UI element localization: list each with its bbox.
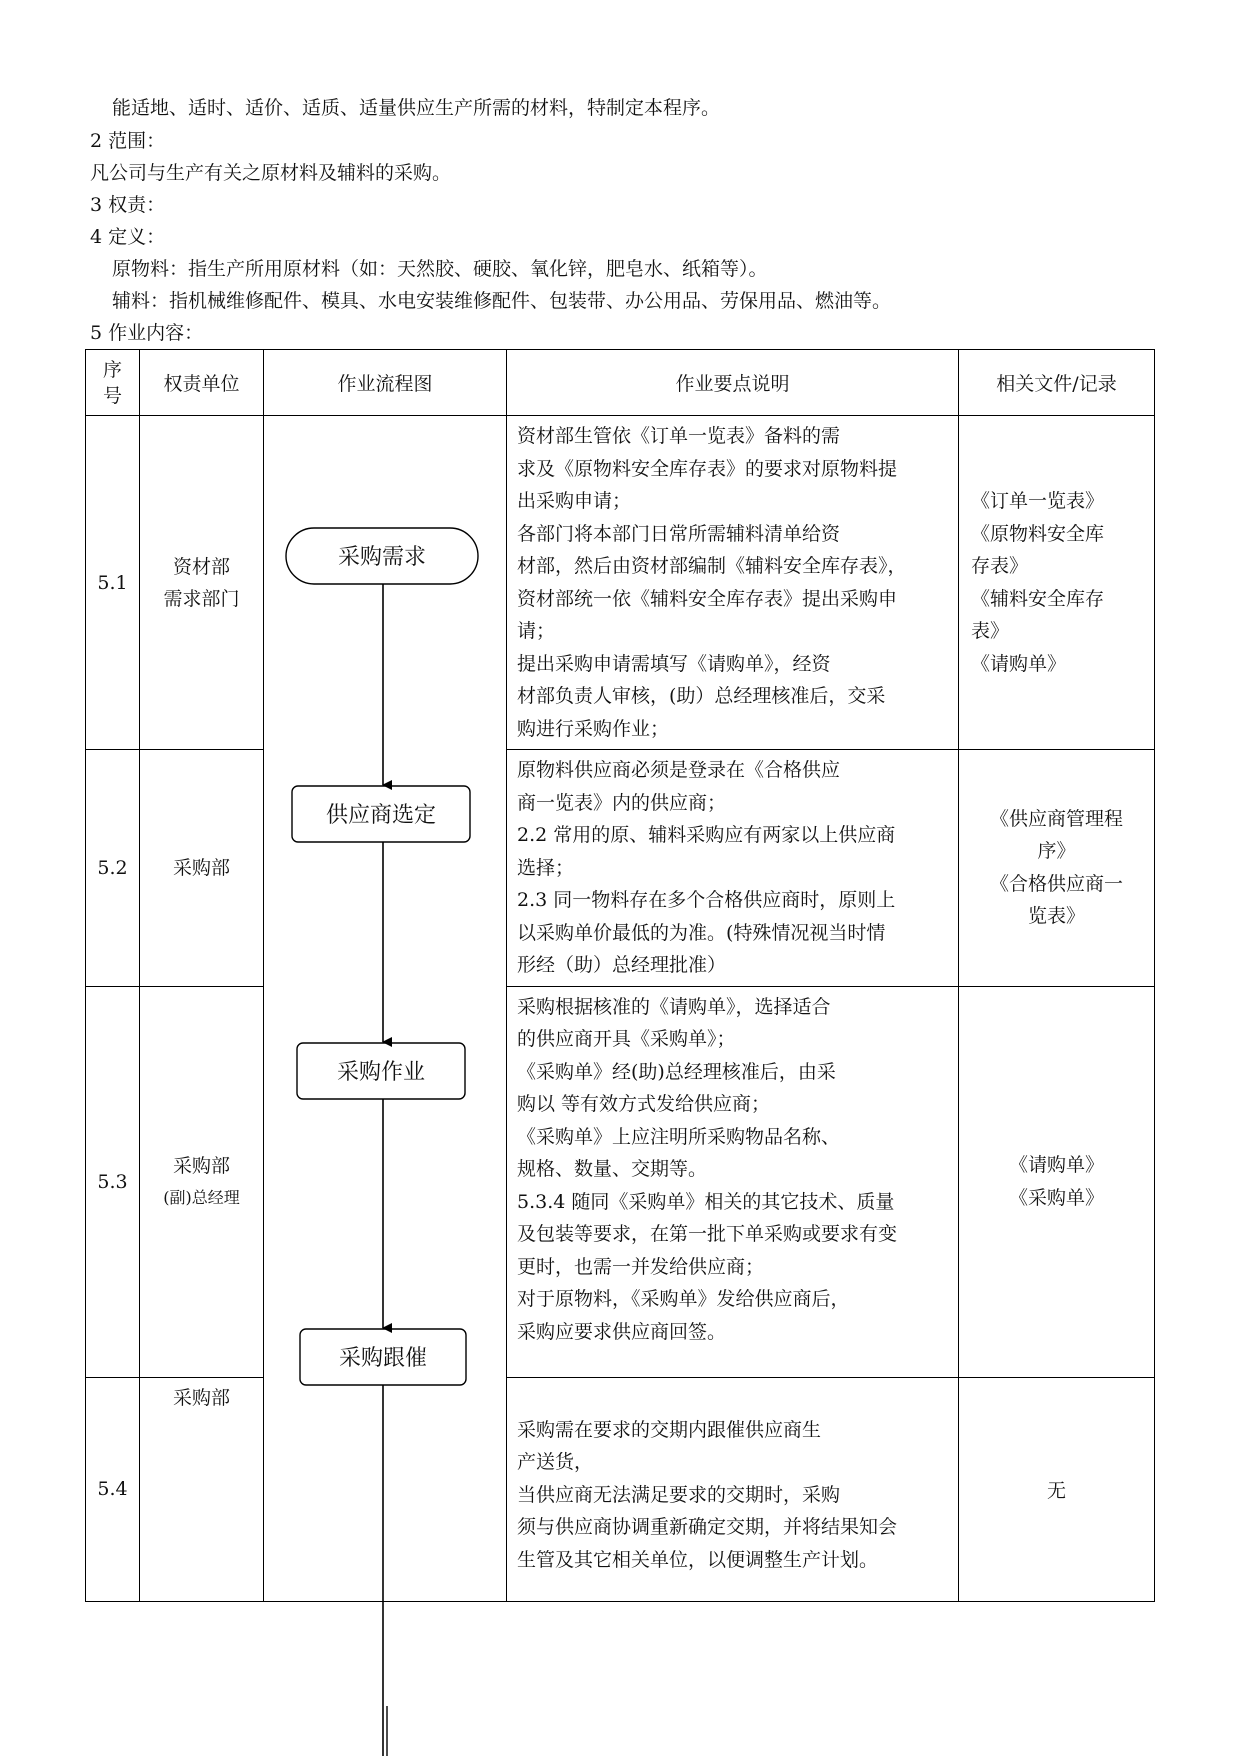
section-content-title: 5 作业内容： [90, 322, 204, 344]
row-unit: 采购部 [140, 750, 264, 987]
definition-auxiliary-material: 辅料：指机械维修配件、模具、水电安装维修配件、包装带、办公用品、劳保用品、燃油等。 [112, 290, 892, 312]
row-description: 采购需在要求的交期内跟催供应商生 产送货， 当供应商无法满足要求的交期时，采购 须与供应商协调重新确定交期，并将结果知会 生管及其它相关单位，以便调整生产计划。 [507, 1377, 959, 1601]
row-description: 原物料供应商必须是登录在《合格供应 商一览表》内的供应商； 2.2 常用的原、辅料采购应有两家以上供应商 选择； 2.3 同一物料存在多个合格供应商时，原则上 以采购单价最低的为准。(特殊情况视当时情 形经（助）总经理批准） [507, 750, 959, 987]
process-table [85, 349, 1155, 1602]
table-row [86, 416, 1155, 750]
row-description: 资材部生管依《订单一览表》备料的需 求及《原物料安全库存表》的要求对原物料提 出采购申请； 各部门将本部门日常所需辅料清单给资 材部，然后由资材部编制《辅料安全库存表》， 资材部统一依《辅料安全库存表》提出采购申 请； 提出采购申请需填写《请购单》，经资 材部负责人审核，(助）总经理核准后，交采 购进行采购作业； [507, 416, 959, 750]
header-files: 相关文件/记录 [959, 350, 1155, 416]
section-definition-title: 4 定义： [90, 226, 166, 248]
header-unit: 权责单位 [140, 350, 264, 416]
row-files: 无 [959, 1377, 1155, 1601]
row-files: 《订单一览表》 《原物料安全库 存表》 《辅料安全库存 表》 《请购单》 [959, 416, 1155, 750]
row-files: 《请购单》 《采购单》 [959, 986, 1155, 1377]
flowchart [264, 416, 507, 1756]
header-description: 作业要点说明 [507, 350, 959, 416]
flow-node-label: 供应商选定 [325, 803, 437, 828]
intro-purpose-line: 能适地、适时、适价、适质、适量供应生产所需的材料，特制定本程序。 [112, 97, 721, 119]
section-scope-title: 2 范围： [90, 130, 166, 152]
row-description: 采购根据核准的《请购单》，选择适合 的供应商开具《采购单》； 《采购单》经(助)总经理核准后，由采 购以 等有效方式发给供应商； 《采购单》上应注明所采购物品名称、 规格、数量、交期等。 5.3.4 随同《采购单》相关的其它技术、质量 及包装等要求，在第一批下单采购或要求有变 更时，也需一并发给供应商； 对于原物料，《采购单》发给供应商后， 采购应要求供应商回签。 [507, 986, 959, 1377]
flowchart-cell [264, 416, 507, 1602]
row-seq: 5.1 [86, 416, 140, 750]
header-flowchart: 作业流程图 [264, 350, 507, 416]
section-scope-body: 凡公司与生产有关之原材料及辅料的采购。 [90, 162, 452, 184]
table-row [86, 1377, 1155, 1601]
flow-node-label: 采购作业 [336, 1060, 426, 1085]
header-seq: 序 号 [86, 350, 140, 416]
flow-node-label: 采购跟催 [338, 1346, 428, 1371]
definition-raw-material: 原物料：指生产所用原材料（如：天然胶、硬胶、氧化锌，肥皂水、纸箱等）。 [112, 258, 768, 280]
row-unit: 采购部 (副)总经理 [140, 986, 264, 1377]
row-unit: 采购部 [140, 1377, 264, 1601]
flow-node-label: 采购需求 [337, 545, 427, 570]
row-seq: 5.3 [86, 986, 140, 1377]
row-seq: 5.4 [86, 1377, 140, 1601]
table-row [86, 750, 1155, 987]
section-responsibility-title: 3 权责： [90, 194, 166, 216]
row-files: 《供应商管理程 序》 《合格供应商一 览表》 [959, 750, 1155, 987]
table-header-row [86, 350, 1155, 416]
table-row [86, 986, 1155, 1377]
row-unit: 资材部 需求部门 [140, 416, 264, 750]
row-seq: 5.2 [86, 750, 140, 987]
